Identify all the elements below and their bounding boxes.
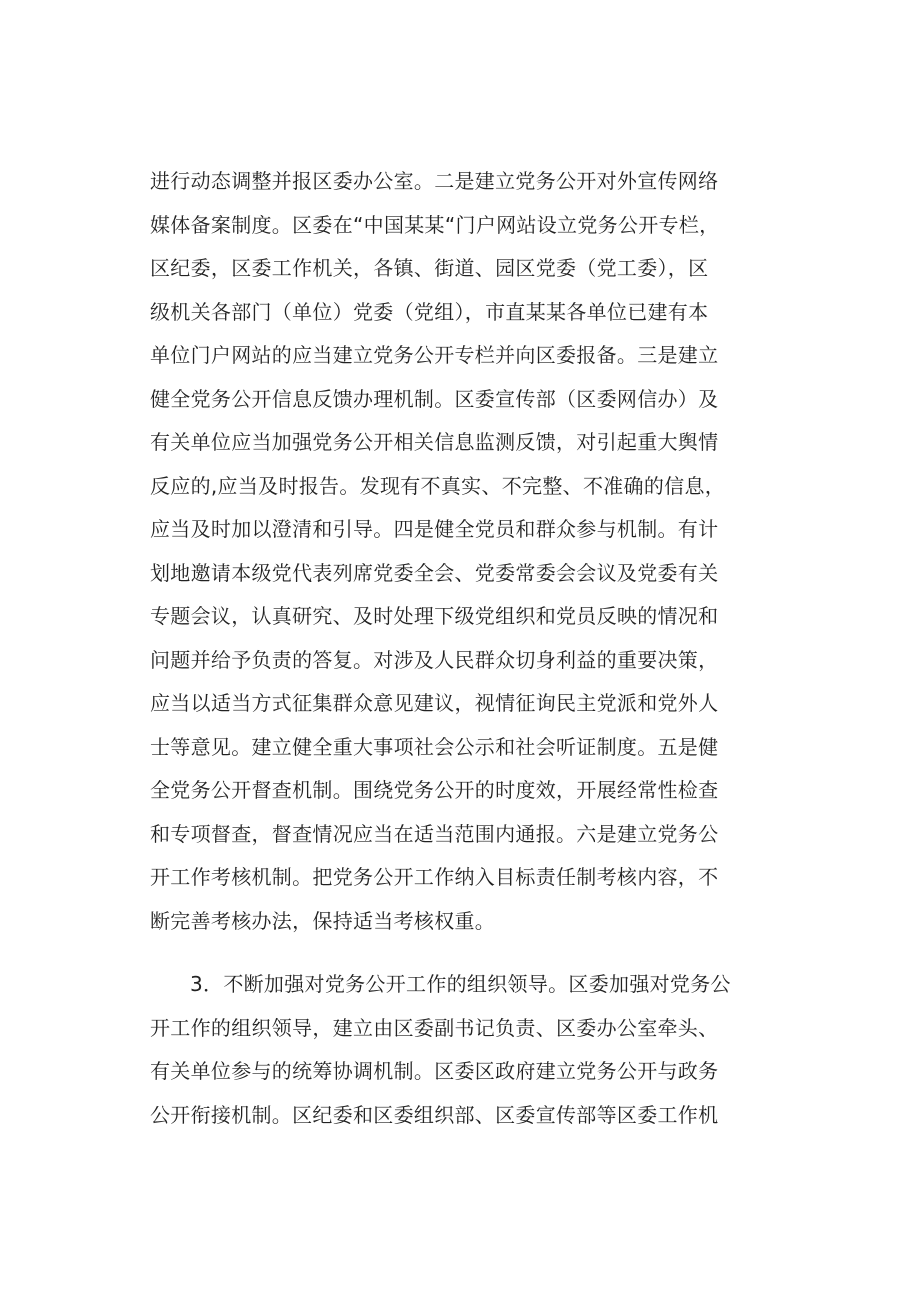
- text-line: 专题会议，认真研究、及时处理下级党组织和党员反映的情况和: [150, 604, 719, 628]
- text-line: 断完善考核办法，保持适当考核权重。: [150, 908, 496, 933]
- body-text: [150, 160, 800, 1137]
- text-line: 有关单位参与的统筹协调机制。区委区政府建立党务公开与政务: [150, 1059, 719, 1083]
- text-line: 划地邀请本级党代表列席党委全会、党委常委会会议及党委有关: [150, 560, 719, 585]
- text-line: 媒体备案制度。区委在“中国某某“门户网站设立党务公开专栏，: [150, 212, 720, 237]
- text-line: 级机关各部门（单位）党委（党组），市直某某各单位已建有本: [150, 299, 709, 324]
- text-line: 应当及时加以澄清和引导。四是健全党员和群众参与机制。有计: [150, 517, 719, 541]
- text-line: 士等意见。建立健全重大事项社会公示和社会听证制度。五是健: [150, 734, 719, 759]
- text-line: 问题并给予负责的答复。对涉及人民群众切身利益的重要决策，: [150, 647, 719, 672]
- text-line: 开工作考核机制。把党务公开工作纳入目标责任制考核内容，不: [150, 865, 719, 889]
- text-line: 反应的,应当及时报告。发现有不真实、不完整、不准确的信息，: [150, 473, 726, 498]
- text-line: 应当以适当方式征集群众意见建议，视情征询民主党派和党外人: [150, 691, 719, 715]
- text-line: 和专项督查，督查情况应当在适当范围内通报。六是建立党务公: [150, 821, 719, 846]
- text-line: 健全党务公开信息反馈办理机制。区委宣传部（区委网信办）及: [150, 386, 719, 411]
- text-line: 单位门户网站的应当建立党务公开专栏并向区委报备。三是建立: [150, 343, 719, 367]
- text-line: 全党务公开督查机制。围绕党务公开的时度效，开展经常性检查: [150, 778, 719, 802]
- text-line: 开工作的组织领导，建立由区委副书记负责、区委办公室牵头、: [150, 1015, 719, 1040]
- text-line: 有关单位应当加强党务公开相关信息监测反馈，对引起重大舆情: [150, 430, 719, 454]
- text-line: 公开衔接机制。区纪委和区委组织部、区委宣传部等区委工作机: [150, 1102, 719, 1127]
- section-heading-line: 3．不断加强对党务公开工作的组织领导。区委加强对党务公: [190, 972, 731, 996]
- text-line: 进行动态调整并报区委办公室。二是建立党务公开对外宣传网络: [150, 169, 719, 193]
- text-line: 区纪委，区委工作机关，各镇、街道、园区党委（党工委），区: [150, 256, 709, 280]
